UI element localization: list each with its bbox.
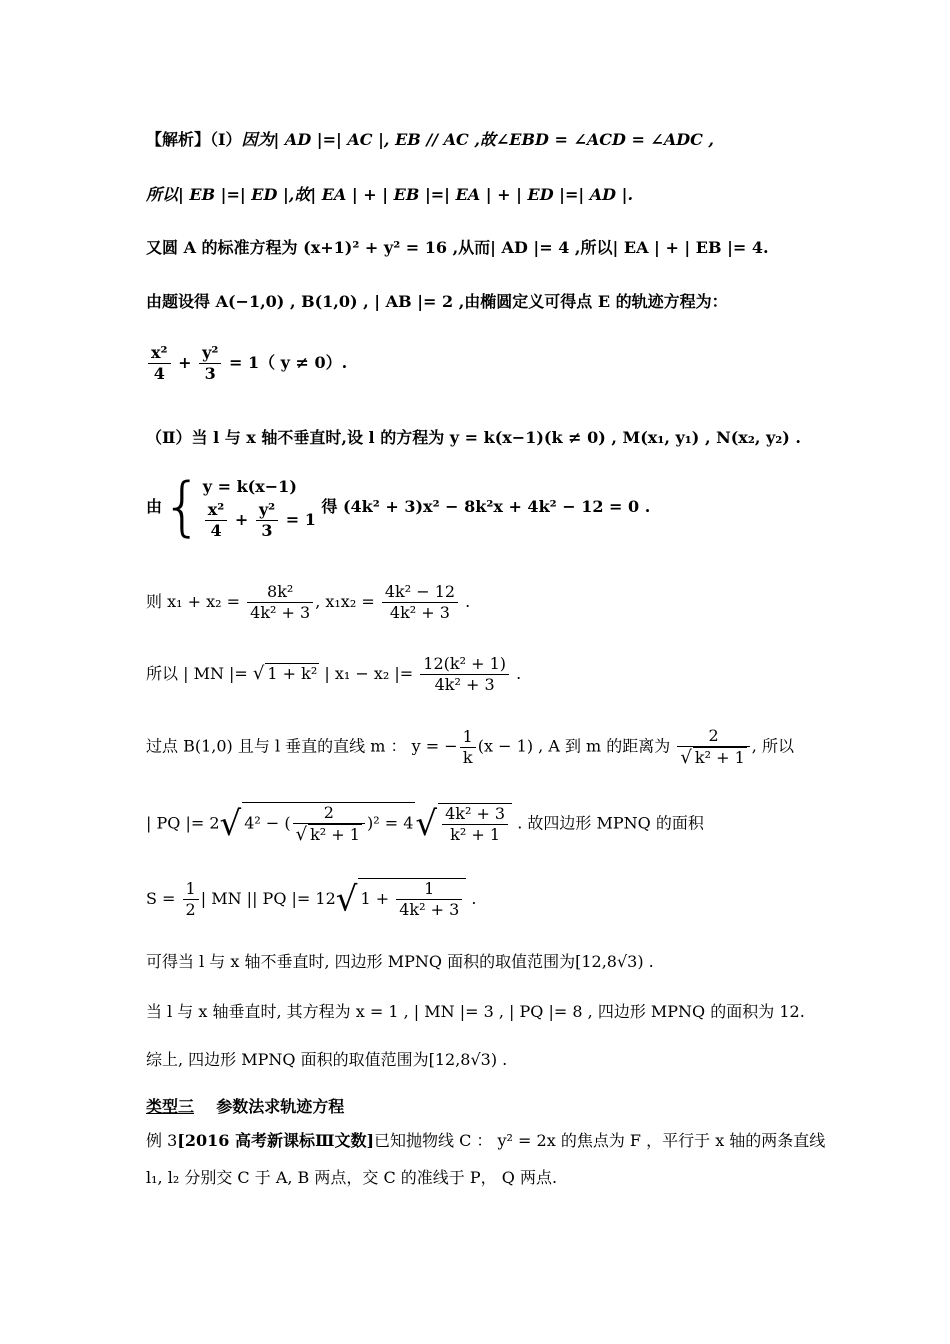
system-eq1: y = k(x−1) [202,477,297,496]
solution-heading: 【解析】 [146,130,211,149]
section-title [146,1097,344,1117]
denominator: 3 [204,364,216,383]
solution-text: 综上, 四边形 MPNQ 面积的取值范围为[12,8√3) . [146,1050,508,1069]
numerator: 1 [183,879,199,900]
example-text: l₁, l₂ 分别交 C 于 A, B 两点，交 C 的准线于 P， Q 两点. [146,1168,558,1187]
solution-text: | MN || PQ |= 12 [200,889,336,908]
system-prefix: 由 [146,497,163,516]
numerator: x² [148,343,171,364]
type-title: 类型三 [146,1097,195,1116]
denominator: 4k² + 3 [399,900,460,919]
solution-text: 所以| EB |=| ED |,故| EA | + | EB |=| EA | + | ED |=| AD |. [146,185,634,204]
solution-text: 1 + [360,889,390,908]
range-line-1 [146,952,654,972]
solution-line-3 [146,238,769,258]
area-formula: S = $\frac{1}{2}$ | MN || PQ |= 12√ 1 + $\frac{1}{\text{4k² + 3}}$ . [146,879,477,920]
example-line-2 [146,1168,557,1188]
sqrt-radicand: k² + 1 [694,748,745,767]
solution-text: 当 l 与 x 轴不垂直时,设 l 的方程为 y = k(x−1)(k ≠ 0) , M(x₁, y₁) , N(x₂, y₂) . [191,428,801,447]
denominator: k² + 1 [450,824,501,844]
example-text: 已知抛物线 C ： y² = 2x 的焦点为 F ，平行于 x 轴的两条直线 [374,1131,826,1150]
solution-text: )² = 4 [366,813,414,833]
left-brace: { [162,470,203,545]
solution-line-4 [146,292,728,312]
vieta-line: 则 x₁ + x₂ = $\frac{\text{8k²}}{\text{4k² + 3}}$ , x₁x₂ = $\frac{\text{4k² − 12}}{\text{4k² + 3}}$ . [146,582,471,622]
denominator: 4k² + 3 [389,603,450,622]
mn-length-line: 所以 | MN |= √ 1 + k² | x₁ − x₂ |= $\frac{\text{12(k² + 1)}}{\text{4k² + 3}}$ . [146,654,522,694]
numerator: 4k² − 12 [382,582,458,603]
solution-text: , x₁x₂ = [315,592,375,611]
solution-text: 过点 B(1,0) 且与 l 垂直的直线 m ： y = − [146,736,458,756]
part1-label: （Ⅰ） [210,130,242,149]
type-subtitle: 参数法求轨迹方程 [216,1097,345,1116]
pq-length-line: | PQ |= 2√ 4² − ( $\frac{2}{\text{√ k² + 1}}$ )² = 4√ $\frac{\text{4k² + 3}}{\text{k² + 1}}$ . 故四边形 MPNQ 的面积 [146,803,704,845]
numerator: 2 [677,726,749,747]
sqrt-radicand: k² + 1 [310,825,360,844]
solution-line-1 [146,130,714,150]
solution-text: 4² − ( [244,813,291,833]
equation-tail: = 1（ y ≠ 0）. [223,353,348,372]
numerator: 12(k² + 1) [420,654,509,675]
solution-text: | x₁ − x₂ |= [319,664,414,683]
solution-line-2 [146,185,633,205]
denominator: 3 [261,521,273,540]
solution-text: 因为| AD |=| AC |, EB // AC ,故∠EBD = ∠ACD = ∠ADC , [241,130,714,149]
denominator: 4 [153,364,165,383]
solution-text: , 所以 [751,736,794,756]
denominator: 4 [210,521,222,540]
part2-label: （Ⅱ） [146,428,192,447]
denominator: 4k² + 3 [250,603,311,622]
solution-text: . 故四边形 MPNQ 的面积 [517,813,704,833]
denominator: 2 [185,900,196,919]
summary-line [146,1050,507,1070]
numerator: 2 [293,803,365,824]
example-label: 例 3 [146,1131,178,1150]
solution-text: 所以 | MN |= [146,664,253,683]
numerator: y² [256,500,278,521]
denominator: 4k² + 3 [434,675,495,694]
solution-text: 可得当 l 与 x 轴不垂直时, 四边形 MPNQ 面积的取值范围为[12,8√3) . [146,952,654,971]
solution-text: 则 x₁ + x₂ = [146,592,241,611]
solution-text: 当 l 与 x 轴垂直时, 其方程为 x = 1 , | MN |= 3 , | PQ |= 8 , 四边形 MPNQ 的面积为 12. [146,1002,805,1021]
numerator: y² [199,343,221,364]
equation-system: 由{ y = k(x−1) $\frac{\text{x²}}{4}$ + $\frac{\text{y²}}{3}$ = 1 得 (4k² + 3)x² − 8k²x + 4k² − 12 = 0 . [146,470,651,545]
numerator: 8k² [247,582,313,603]
system-result: 得 (4k² + 3)x² − 8k²x + 4k² − 12 = 0 . [321,497,651,516]
solution-text: 又圆 A 的标准方程为 (x+1)² + y² = 16 ,从而| AD |= 4 ,所以| EA | + | EB |= 4. [146,238,769,257]
solution-text: | PQ |= 2 [146,813,220,833]
solution-text: 由题设得 A(−1,0) , B(1,0) , | AB |= 2 ,由椭圆定义可得点 E 的轨迹方程为： [146,292,728,311]
vertical-case-line [146,1002,805,1022]
example-source: [2016 高考新课标Ⅲ文数] [177,1131,375,1150]
numerator: 1 [396,879,462,900]
ellipse-equation: $\frac{\text{x²}}{4}$ + $\frac{\text{y²}}{3}$ = 1（ y ≠ 0）. [146,343,347,384]
line-m: 过点 B(1,0) 且与 l 垂直的直线 m ： y = − $\frac{1}{k}$ (x − 1) , A 到 m 的距离为 $\frac{2}{\text{√ k² + 1}}$ , 所以 [146,726,794,768]
numerator: 4k² + 3 [442,804,508,825]
solution-text: S = [146,889,176,908]
solution-text: (x − 1) , A 到 m 的距离为 [477,736,671,756]
solution-line-part2 [146,428,801,448]
numerator: x² [205,500,228,521]
denominator: k [462,747,473,767]
example-line-1 [146,1131,825,1151]
sqrt-radicand: 1 + k² [267,664,318,683]
numerator: 1 [460,727,476,748]
